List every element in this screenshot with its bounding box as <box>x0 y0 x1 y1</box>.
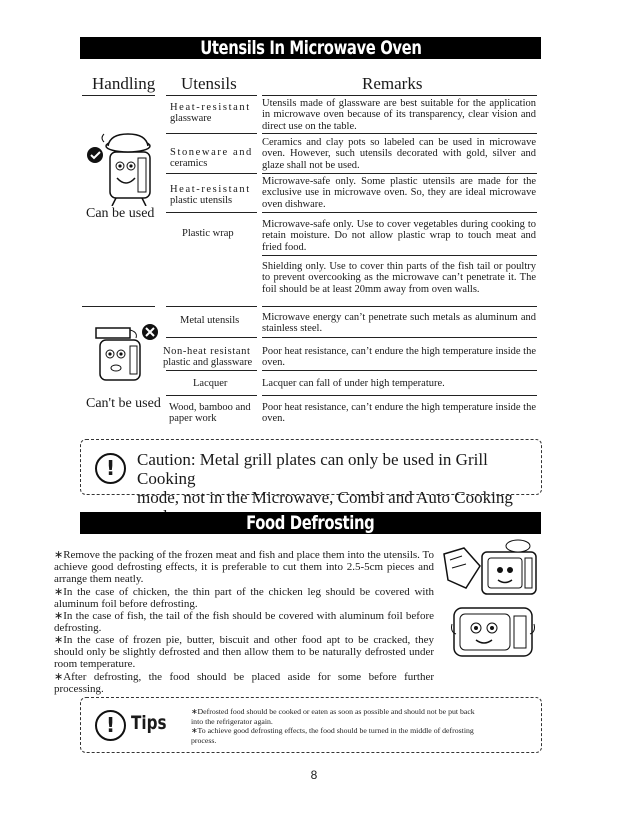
utensil-heat-resistant-glassware: Heat-resistant glassware <box>170 102 251 124</box>
header-remarks: Remarks <box>362 74 423 93</box>
utensil-metal: Metal utensils <box>180 315 240 326</box>
utensil-lacquer: Lacquer <box>193 378 228 389</box>
section-divider <box>166 306 257 307</box>
section-divider <box>262 306 537 307</box>
defrost-paragraph: ∗In the case of frozen pie, butter, biscuit and other food apt to be cracked, they should only be slightly defrosted and then allow them to be naturally defrosted under room temperature. <box>54 634 434 671</box>
section-divider <box>82 306 155 307</box>
header-utensils: Utensils <box>181 74 237 93</box>
remark-plastic-wrap: Microwave-safe only. Use to cover vegetables during cooking to retain moisture. Do not allow plastic wrap to touch meat and fried food. <box>262 219 536 253</box>
category-can-be-used: Can be used <box>86 206 155 221</box>
utensil-stoneware-ceramics: Stoneware and ceramics <box>170 147 253 169</box>
header-rule <box>82 95 155 96</box>
row-divider <box>262 255 537 256</box>
happy-microwave-illustration <box>450 604 538 662</box>
category-cant-be-used: Can't be used <box>86 396 161 411</box>
utensil-plastic-wrap: Plastic wrap <box>182 228 234 239</box>
tips-box <box>80 697 542 753</box>
caution-box <box>80 439 542 507</box>
remark-metal: Microwave energy can’t penetrate such metals as aluminum and stainless steel. <box>262 312 536 335</box>
row-divider <box>262 212 537 213</box>
row-divider <box>166 395 257 396</box>
row-divider <box>262 173 537 174</box>
remark-aluminum-foil: Shielding only. Use to cover thin parts of the fish tail or poultry to prevent overcooking as the microwave can’t penetrate it. The foil should be at least 20mm away from oven walls. <box>262 261 536 295</box>
page-number: 8 <box>310 768 318 782</box>
row-divider <box>262 370 537 371</box>
microwave-mascot-ok-illustration <box>86 128 160 206</box>
row-divider <box>262 337 537 338</box>
section-title-utensils: Utensils In Microwave Oven <box>80 37 541 59</box>
row-divider <box>166 212 257 213</box>
row-divider <box>166 173 257 174</box>
row-divider <box>262 395 537 396</box>
exclamation-icon: ! <box>95 710 126 741</box>
remark-lacquer: Lacquer can fall of under high temperature. <box>262 378 445 389</box>
microwave-mascot-no-illustration <box>90 318 162 386</box>
remark-ceramics: Ceramics and clay pots so labeled can be used in microwave oven. However, such utensils decorated with gold, silver and glaze shall not be used. <box>262 137 536 171</box>
defrost-paragraph: ∗In the case of fish, the tail of the fish should be covered with aluminum foil before defrosting. <box>54 610 434 635</box>
remark-plastic-utensils: Microwave-safe only. Some plastic utensils are made for the exclusive use in microwave oven. So, they are ideal microwave oven dishware. <box>262 176 536 210</box>
caution-text: Caution: Metal grill plates can only be used in Grill Cooking mode, not in the Microwave, Combi and Auto Cooking <box>137 450 513 507</box>
defrost-paragraph: ∗Remove the packing of the frozen meat and fish and place them into the utensils. To achieve good defrosting effects, it is preferable to cut them into 2.5-5cm pieces and arrange them neatly. <box>54 549 434 586</box>
tips-text: ∗Defrosted food should be cooked or eaten as soon as possible and should not be put back into the refrigerator again. ∗To achieve good defrosting effects, the food should be turned in the middle of defrosting process. <box>191 707 475 745</box>
remark-non-heat-resistant: Poor heat resistance, can’t endure the high temperature inside the oven. <box>262 346 536 369</box>
row-divider <box>166 370 257 371</box>
remark-wood-bamboo-paper: Poor heat resistance, can’t endure the high temperature inside the oven. <box>262 402 536 425</box>
utensil-non-heat-resistant: Non-heat resistant plastic and glassware <box>163 346 253 368</box>
defrost-paragraph: ∗In the case of chicken, the thin part of the chicken leg should be covered with aluminum foil before defrosting. <box>54 586 434 611</box>
utensil-wood-bamboo-paper: Wood, bamboo and paper work <box>169 402 251 424</box>
row-divider <box>166 337 257 338</box>
section-title-food-defrosting: Food Defrosting <box>80 512 541 534</box>
defrost-paragraph: ∗After defrosting, the food should be placed aside for some before further processing. <box>54 671 434 696</box>
defrosting-microwave-illustration <box>442 538 542 600</box>
header-rule <box>166 95 257 96</box>
remark-glassware: Utensils made of glassware are best suitable for the application in microwave oven because of its transparency, clear vision and direct use on the table. <box>262 98 536 132</box>
row-divider <box>262 133 537 134</box>
header-rule <box>262 95 537 96</box>
utensil-heat-resistant-plastic: Heat-resistant plastic utensils <box>170 184 251 206</box>
row-divider <box>166 133 257 134</box>
exclamation-icon: ! <box>95 453 126 484</box>
tips-label: Tips <box>131 712 167 734</box>
header-handling: Handling <box>92 74 156 93</box>
